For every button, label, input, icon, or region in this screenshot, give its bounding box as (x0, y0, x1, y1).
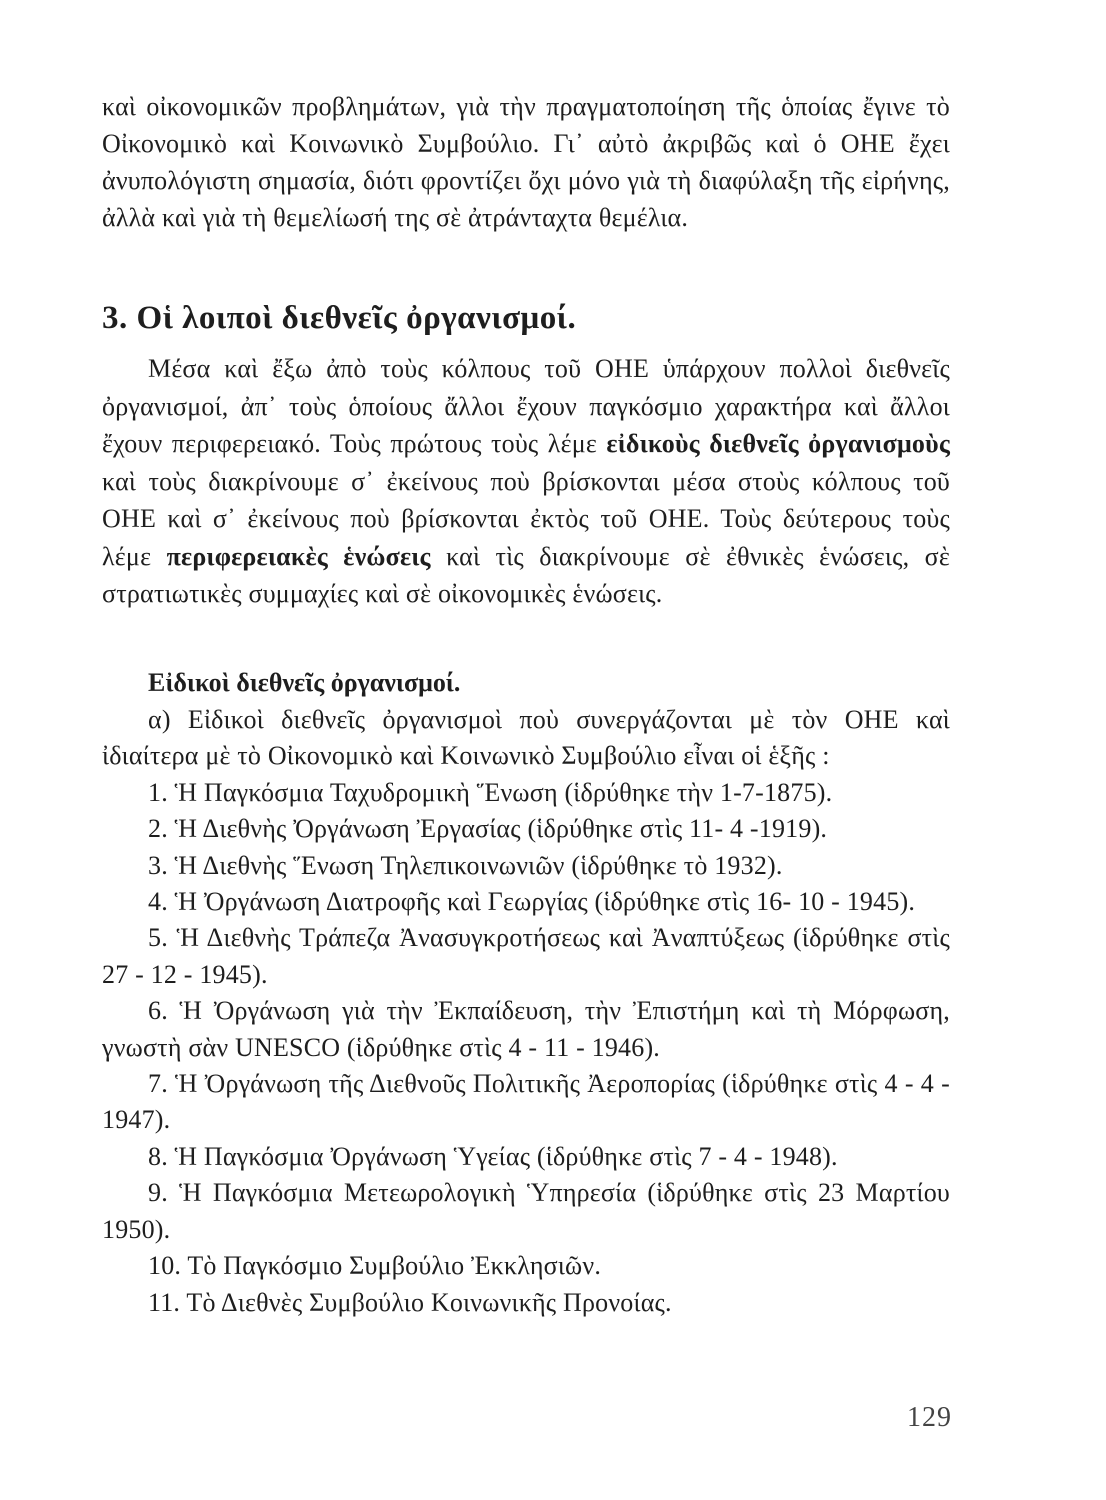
bold-term-special-organizations: εἰδικοὺς διεθνεῖς ὀργανισμοὺς (606, 429, 950, 458)
subheading: Εἰδικοὶ διεθνεῖς ὀργανισμοί. (148, 668, 461, 697)
list-item: 4. Ἡ Ὀργάνωση Διατροφῆς καὶ Γεωργίας (ἱδρύθηκε στὶς 16- 10 - 1945). (148, 887, 916, 917)
organizations-list (102, 702, 950, 1321)
body-text-part-3: καὶ τὶς διακρίνουμε σὲ ἐθνικὲς ἑνώσεις, σὲ στρατιωτικὲς συμμαχίες καὶ σὲ οἰκονομικὲς ἑνώσεις. (102, 541, 950, 608)
list-item: 5. Ἡ Διεθνὴς Τράπεζα Ἀνασυγκροτήσεως καὶ Ἀναπτύξεως (ἱδρύθηκε στὶς 27 - 12 - 1945). (102, 923, 950, 989)
body-text-part-2: καὶ τοὺς διακρίνουμε σ᾽ ἐκείνους ποὺ βρίσκονται μέσα στοὺς κόλπους τοῦ ΟΗΕ καὶ σ᾽ ἐκείνους ποὺ βρίσκονται ἐκτὸς τοῦ ΟΗΕ. Τοὺς δεύτερους τοὺς λέμε (102, 466, 950, 571)
section-heading: 3. Οἱ λοιποὶ διεθνεῖς ὀργανισμοί. (102, 300, 577, 336)
bold-term-regional-unions: περιφερειακὲς ἑνώσεις (166, 541, 431, 571)
body-paragraph (102, 350, 950, 613)
list-item: 11. Τὸ Διεθνὲς Συμβούλιο Κοινωνικῆς Προνοίας. (148, 1287, 672, 1317)
list-item: 9. Ἡ Παγκόσμια Μετεωρολογικὴ Ὑπηρεσία (ἱδρύθηκε στὶς 23 Μαρτίου 1950). (102, 1178, 950, 1244)
page-number: 129 (907, 1402, 952, 1433)
list-item: 1. Ἡ Παγκόσμια Ταχυδρομικὴ Ἕνωση (ἱδρύθηκε τὴν 1-7-1875). (148, 777, 833, 807)
list-intro: α) Εἰδικοὶ διεθνεῖς ὀργανισμοὶ ποὺ συνεργάζονται μὲ τὸν ΟΗΕ καὶ ἰδιαίτερα μὲ τὸ Οἰκονομικὸ καὶ Κοινωνικὸ Συμβούλιο εἶναι οἱ ἑξῆς : (102, 705, 950, 771)
body-text-part-1: Μέσα καὶ ἔξω ἀπὸ τοὺς κόλπους τοῦ ΟΗΕ ὑπάρχουν πολλοὶ διεθνεῖς ὀργανισμοί, ἀπ᾽ τοὺς ὁποίους ἄλλοι ἔχουν παγκόσμιο χαρακτήρα καὶ ἄλλοι ἔχουν περιφερειακό. Τοὺς πρώτους τοὺς λέμε (102, 354, 950, 458)
intro-paragraph-text: καὶ οἰκονομικῶν προβλημάτων, γιὰ τὴν πραγματοποίηση τῆς ὁποίας ἔγινε τὸ Οἰκονομικὸ καὶ Κοινωνικὸ Συμβούλιο. Γι᾽ αὐτὸ ἀκριβῶς καὶ ὁ ΟΗΕ ἔχει ἀνυπολόγιστη σημασία, διότι φροντίζει ὄχι μόνο γιὰ τὴ διαφύλαξη τῆς εἰρήνης, ἀλλὰ καὶ γιὰ τὴ θεμελίωσή της σὲ ἀτράνταχτα θεμέλια. (102, 92, 950, 232)
list-item: 2. Ἡ Διεθνὴς Ὀργάνωση Ἐργασίας (ἱδρύθηκε στὶς 11- 4 -1919). (148, 814, 828, 844)
list-item: 8. Ἡ Παγκόσμια Ὀργάνωση Ὑγείας (ἱδρύθηκε στὶς 7 - 4 - 1948). (148, 1141, 838, 1171)
list-item: 6. Ἡ Ὀργάνωση γιὰ τὴν Ἐκπαίδευση, τὴν Ἐπιστήμη καὶ τὴ Μόρφωση, γνωστὴ σὰν UNESCO (ἱδρύθηκε στὶς 4 - 11 - 1946). (102, 996, 950, 1062)
intro-paragraph (102, 88, 950, 236)
list-item: 10. Τὸ Παγκόσμιο Συμβούλιο Ἐκκλησιῶν. (148, 1251, 602, 1281)
list-item: 7. Ἡ Ὀργάνωση τῆς Διεθνοῦς Πολιτικῆς Ἀεροπορίας (ἱδρύθηκε στὶς 4 - 4 - 1947). (102, 1069, 950, 1135)
list-item: 3. Ἡ Διεθνὴς Ἕνωση Τηλεπικοινωνιῶν (ἱδρύθηκε τὸ 1932). (148, 850, 783, 880)
body-paragraph-text (102, 350, 950, 613)
